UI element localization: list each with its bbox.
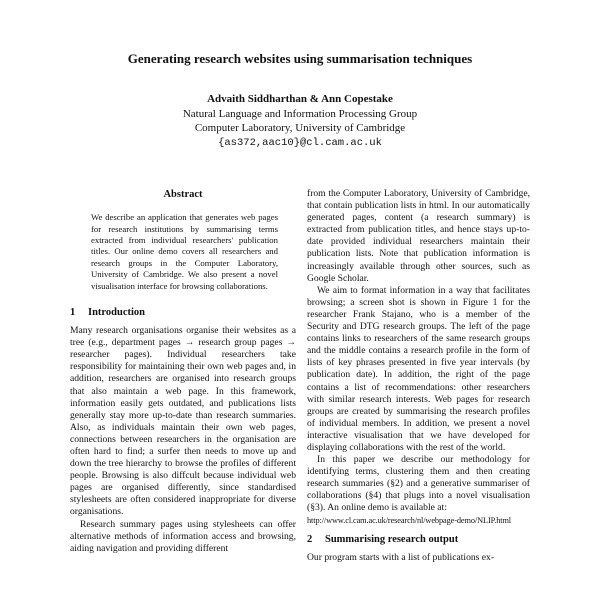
paragraph: In this paper we describe our methodology for identifying terms, clustering them and then creating research summaries (§2) and a generative summariser of collaborations (§4) that plugs into a novel visualisation (§3). An online demo is available at: [307, 454, 530, 514]
abstract-text: We describe an application that generates web pages for research institutions by summarising terms extracted from individual researchers' publication titles. Our online demo covers all researchers and research groups in the Computer Laboratory, University of Cambridge. We also present a novel visualisation interface for browsing collaborations. [91, 212, 278, 291]
author-block [0, 92, 600, 150]
paragraph: We aim to format information in a way that facilitates browsing; a screen shot is shown in Figure 1 for the researcher Frank Stajano, who is a member of the Security and DTG research groups. The left of the page contains links to researchers of the same research groups and the middle contains a research profile in the form of lists of key phrases presented in five year intervals (by publication date). In addition, the right of the page contains a list of recommendations: other researchers with similar research interests. Web pages for research groups are created by summarising the research profiles of individual members. In addition, we present a novel interactive visualisation that we have developed for displaying collaborations with the rest of the world. [307, 284, 530, 453]
demo-url[interactable]: http://www.cl.cam.ac.uk/research/nl/webpage-demo/NLIP.html [307, 515, 512, 525]
section-title: Introduction [88, 306, 145, 318]
section-number: 2 [307, 533, 313, 545]
section-title: Summarising research output [325, 533, 459, 545]
author-email: {as372,aac10}@cl.cam.ac.uk [218, 136, 382, 149]
affiliation-lab: Computer Laboratory, University of Cambridge [194, 122, 406, 134]
section-heading-introduction [70, 307, 296, 319]
paragraph: Our program starts with a list of publications ex- [307, 551, 495, 563]
paragraph: from the Computer Laboratory, University of Cambridge, that contain publication lists in html. In our automatically generated pages, content (a research summary) is extracted from publication titles, and hence stays up-to-date provided individual researchers maintain their publication lists. Note that publication information is increasingly available through other sources, such as Google Scholar. [307, 188, 530, 284]
left-column [70, 188, 296, 555]
section-number: 1 [70, 306, 76, 318]
section-heading-summarising [307, 534, 530, 546]
paragraph: Many research organisations organise their websites as a tree (e.g., department pages → research group pages → researcher pages). Individual researchers take responsibility for maintaining their own web pages and, in addition, researchers are organised into research groups that also maintain a web page. In this framework, information easily gets outdated, and publications lists generally stay more up-to-date than research summaries. Also, as individuals maintain their own web pages, connections between researchers in the organisation are often hard to find; a surfer then needs to move up and down the tree hierarchy to browse the profiles of different people. Browsing is also diffcult because individual web pages are organised differently, since standardised stylesheets are often considered inappropriate for diverse organisations. [70, 325, 296, 518]
affiliation-group: Natural Language and Information Processing Group [182, 107, 418, 120]
right-column [307, 188, 530, 564]
abstract-heading: Abstract [163, 189, 203, 200]
paper-title: Generating research websites using summarisation techniques [127, 51, 473, 66]
paragraph: Research summary pages using stylesheets can offer alternative methods of information access and browsing, aiding navigation and providing different [70, 518, 296, 554]
author-names: Advaith Siddharthan & Ann Copestake [207, 93, 393, 105]
